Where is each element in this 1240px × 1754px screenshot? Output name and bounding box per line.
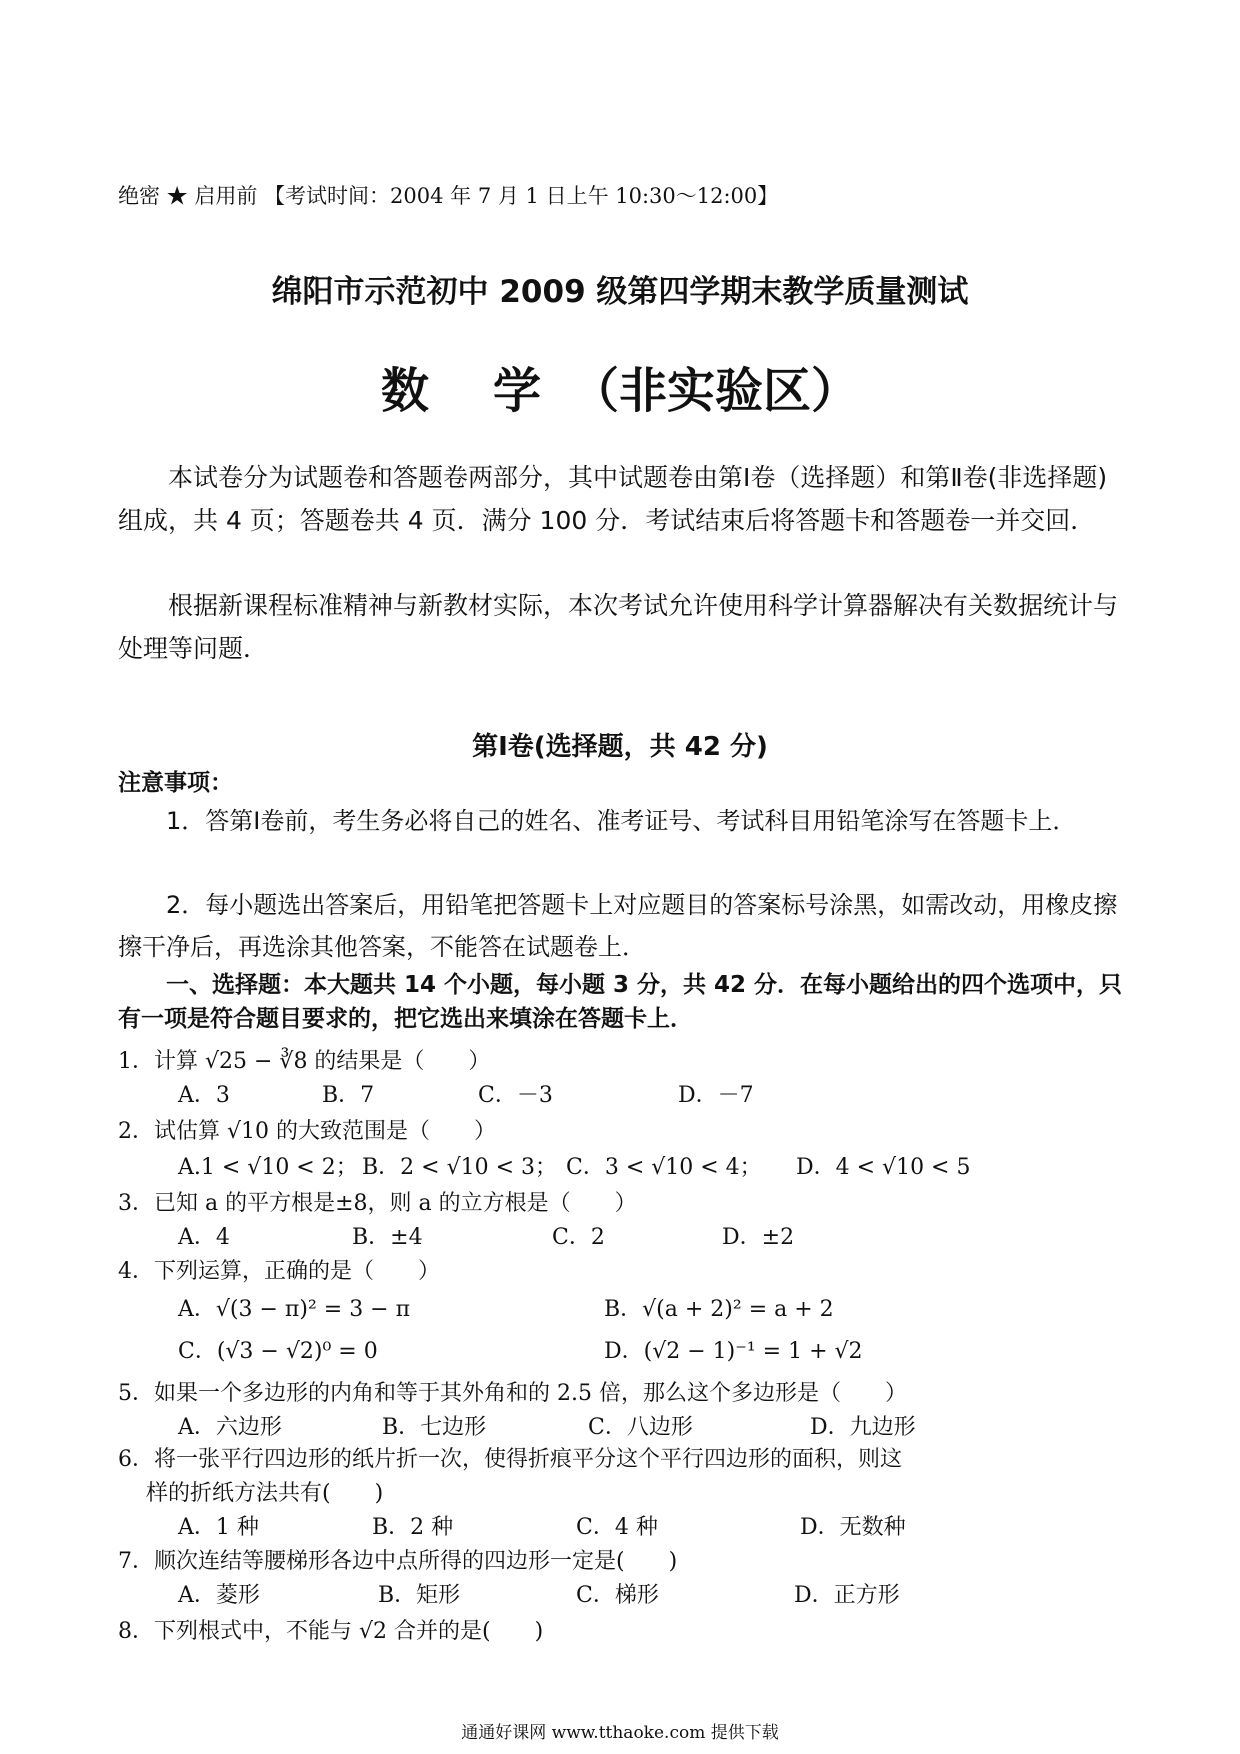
question-4-option-b: B．√(a + 2)² = a + 2 — [604, 1297, 834, 1322]
question-8-stem: 8．下列根式中，不能与 √2 合并的是( ) — [118, 1619, 544, 1644]
question-3-option-c: C．2 — [552, 1225, 605, 1250]
question-6-option-b: B．2 种 — [372, 1515, 454, 1540]
subject-note: （非实验区） — [571, 363, 860, 419]
question-2-option-a: A.1 < √10 < 2； — [178, 1155, 358, 1180]
question-6-stem: 6．将一张平行四边形的纸片折一次，使得折痕平分这个平行四边形的面积，则这 — [118, 1447, 902, 1472]
subject-char-1: 数 — [380, 363, 429, 419]
question-1-stem: 1．计算 √25 − ∛8 的结果是（ ） — [118, 1049, 491, 1074]
intro-paragraph-2: 根据新课程标准精神与新教材实际，本次考试允许使用科学计算器解决有关数据统计与处理等问题． — [118, 591, 1119, 663]
question-2-option-b: B．2 < √10 < 3； — [362, 1155, 558, 1180]
question-6-option-c: C．4 种 — [576, 1515, 658, 1540]
question-3-stem: 3．已知 a 的平方根是±8，则 a 的立方根是（ ） — [118, 1191, 637, 1216]
question-6-option-a: A．1 种 — [178, 1515, 259, 1540]
question-5-option-c: C．八边形 — [588, 1415, 693, 1440]
exam-title: 绵阳市示范初中 2009 级第四学期末教学质量测试 — [271, 274, 969, 310]
notice-item-2: 2．每小题选出答案后，用铅笔把答题卡上对应题目的答案标号涂黑，如需改动，用橡皮擦擦干净后，再选涂其他答案，不能答在试题卷上． — [118, 891, 1118, 961]
question-1-option-b: B．7 — [322, 1083, 375, 1108]
intro-paragraph-1: 本试卷分为试题卷和答题卷两部分，其中试题卷由第Ⅰ卷（选择题）和第Ⅱ卷(非选择题) 组成，共 4 页；答题卷共 4 页．满分 100 分．考试结束后将答题卡和答题卷一并交回． — [118, 463, 1108, 535]
question-5-option-a: A．六边形 — [178, 1415, 282, 1440]
subject-char-2: 学 — [492, 363, 541, 419]
notice-item-1: 1．答第Ⅰ卷前，考生务必将自己的姓名、准考证号、考试科目用铅笔涂写在答题卡上． — [166, 807, 1077, 835]
question-4-option-d: D．(√2 − 1)⁻¹ = 1 + √2 — [604, 1339, 863, 1364]
question-4-option-c: C．(√3 − √2)⁰ = 0 — [178, 1339, 378, 1364]
question-5-option-b: B．七边形 — [382, 1415, 487, 1440]
question-5-stem: 5．如果一个多边形的内角和等于其外角和的 2.5 倍，那么这个多边形是（ ） — [118, 1381, 907, 1406]
section-title: 第Ⅰ卷(选择题，共 42 分) — [472, 732, 768, 762]
question-5-option-d: D．九边形 — [810, 1415, 916, 1440]
question-7-option-b: B．矩形 — [378, 1583, 461, 1608]
question-3-option-d: D．±2 — [722, 1225, 795, 1250]
question-3-option-a: A．4 — [178, 1225, 230, 1250]
question-2-stem: 2．试估算 √10 的大致范围是（ ） — [118, 1119, 496, 1144]
question-1-option-d: D．－7 — [678, 1083, 754, 1108]
question-2-option-d: D．4 < √10 < 5 — [796, 1155, 971, 1180]
question-7-option-a: A．菱形 — [178, 1583, 260, 1608]
footer-download-note: 通通好课网 www.tthaoke.com 提供下载 — [461, 1723, 779, 1743]
notice-heading: 注意事项： — [118, 770, 233, 796]
question-4-stem: 4．下列运算，正确的是（ ） — [118, 1259, 440, 1284]
question-7-option-d: D．正方形 — [794, 1583, 900, 1608]
question-3-option-b: B．±4 — [352, 1225, 423, 1250]
question-1-option-a: A．3 — [178, 1083, 230, 1108]
question-7-stem: 7．顺次连结等腰梯形各边中点所得的四边形一定是( ) — [118, 1549, 678, 1574]
question-6-stem-continued: 样的折纸方法共有( ) — [146, 1481, 384, 1506]
question-7-option-c: C．梯形 — [576, 1583, 659, 1608]
subject-title — [0, 352, 1240, 421]
question-2-option-c: C．3 < √10 < 4； — [566, 1155, 762, 1180]
part-heading: 一、选择题：本大题共 14 个小题，每小题 3 分，共 42 分．在每小题给出的四个选项中，只有一项是符合题目要求的，把它选出来填涂在答题卡上． — [118, 972, 1123, 1032]
confidential-line: 绝密 ★ 启用前 【考试时间：2004 年 7 月 1 日上午 10:30～12:00】 — [118, 184, 779, 208]
question-1-option-c: C．－3 — [478, 1083, 553, 1108]
question-4-option-a: A．√(3 − π)² = 3 − π — [178, 1297, 411, 1322]
question-6-option-d: D．无数种 — [800, 1515, 906, 1540]
